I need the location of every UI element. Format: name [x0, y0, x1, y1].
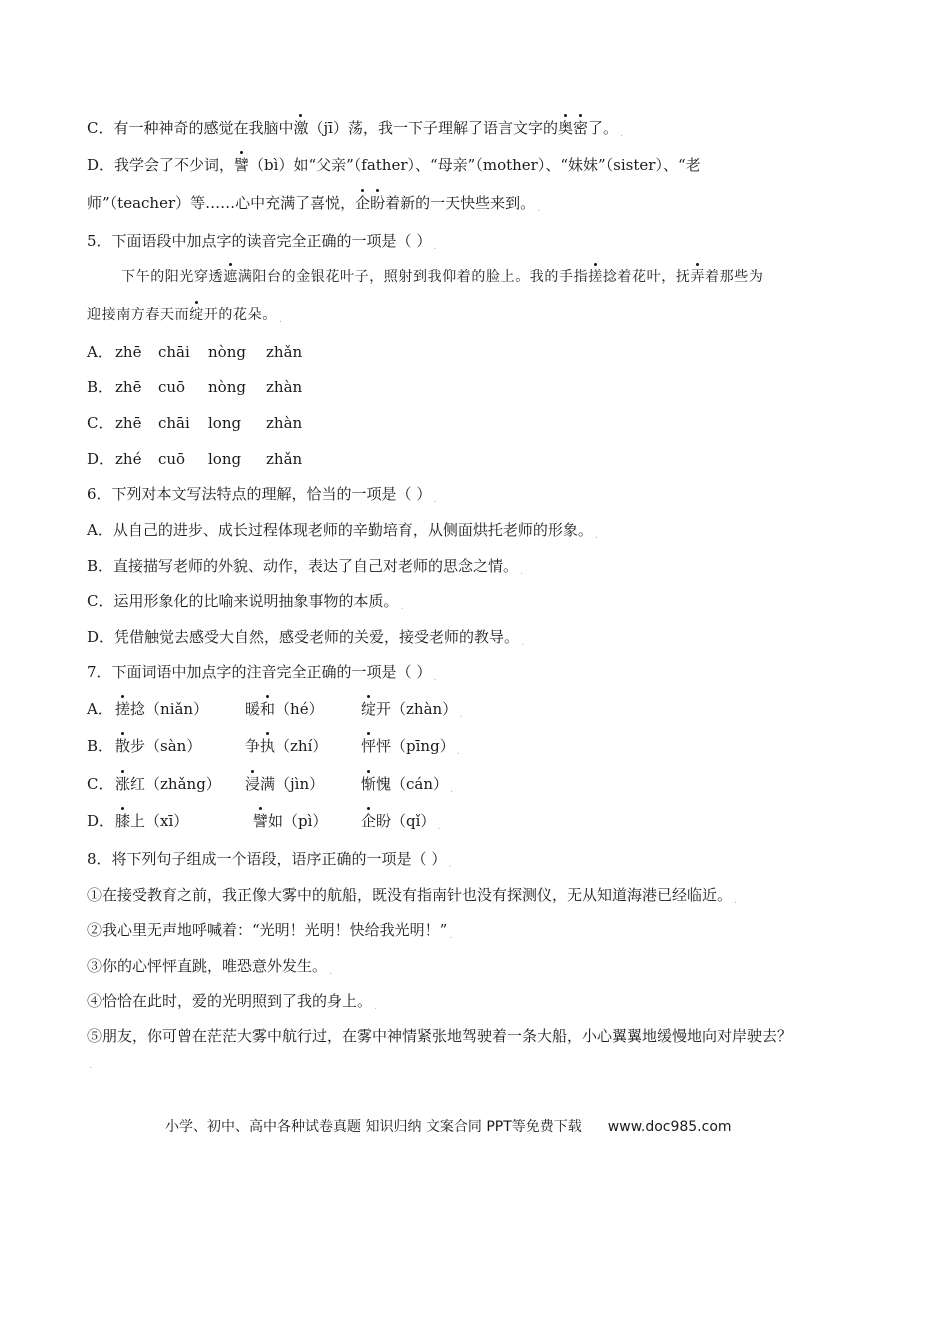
footer-url: www.doc985.com: [607, 1119, 732, 1135]
q5-option: B． zhē cuō nòng zhàn: [87, 378, 303, 396]
q7-option: D．膝上（xī） 譬如（pì） 企盼（qǐ） $_.$: [87, 812, 441, 832]
q5-option: D．zhé cuō long zhǎn: [87, 450, 303, 468]
q7-option: C． 涨红（zhǎng） 浸满（jìn） 惭愧（cán） $_.$: [87, 775, 454, 795]
q4-option-d-cont: 师”（teacher）等……心中充满了喜悦，企盼着新的一天快些来到。 $_.$: [87, 194, 541, 214]
q5-stem: 5．下面语段中加点字的读音完全正确的一项是（ ） $_.$: [87, 232, 437, 252]
q7-option: A． 搓捻（niǎn） 暖和（hé） 绽开（zhàn） $_.$: [87, 700, 463, 720]
q4-option-c: C．有一种神奇的感觉在我脑中激（jī）荡，我一下子理解了语言文字的奥密了。 $_.$: [87, 119, 624, 139]
q6-option: D．凭借触觉去感受大自然，感受老师的关爱，接受老师的教导。 $_.$: [87, 628, 525, 648]
q6-stem: 6．下列对本文写法特点的理解，恰当的一项是（ ） $_.$: [87, 485, 437, 505]
q5-option: A． zhē chāi nòng zhǎn: [87, 343, 303, 361]
q8-stem: 8．将下列句子组成一个语段，语序正确的一项是（ ） $_.$: [87, 850, 452, 870]
q7-stem: 7．下面词语中加点字的注音完全正确的一项是（ ） $_.$: [87, 663, 437, 683]
q8-sentence: ⑤朋友，你可曾在茫茫大雾中航行过，在雾中神情紧张地驾驶着一条大船，小心翼翼地缓慢地向对岸驶去？: [87, 1027, 793, 1045]
q7-option: B． 散步（sàn） 争执（zhí） 怦怦（pīng） $_.$: [87, 737, 460, 757]
q8-sentence: ④恰恰在此时，爱的光明照到了我的身上。 $_.$: [87, 992, 378, 1012]
page-footer: [165, 1116, 732, 1136]
q4-option-d: D．我学会了不少词，譬（bì）如“父亲”（father）、“母亲”（mother）、“妹妹”（sister）、“老: [87, 156, 701, 174]
q5-passage-cont: 迎接南方春天而绽开的花朵。 $_.$: [87, 307, 283, 325]
q6-option: C．运用形象化的比喻来说明抽象事物的本质。 $_.$: [87, 592, 404, 612]
paragraph-mark: .: [89, 1060, 93, 1071]
q6-option: B．直接描写老师的外貌、动作，表达了自己对老师的思念之情。 $_.$: [87, 557, 524, 577]
q6-option: A．从自己的进步、成长过程体现老师的辛勤培育，从侧面烘托老师的形象。 $_.$: [87, 521, 599, 541]
q5-passage: 下午的阳光穿透遮满阳台的金银花叶子，照射到我仰着的脸上。我的手指搓捻着花叶，抚弄着那些为: [121, 269, 764, 285]
q8-sentence: ②我心里无声地呼喊着：“光明！光明！快给我光明！” $_.$: [87, 921, 453, 941]
q5-option: C． zhē chāi long zhàn: [87, 414, 303, 432]
q8-sentence: ③你的心怦怦直跳，唯恐意外发生。 $_.$: [87, 957, 333, 977]
q8-sentence: ①在接受教育之前，我正像大雾中的航船，既没有指南针也没有探测仪，无从知道海港已经临近。 $_.$: [87, 886, 738, 906]
footer-text: 小学、初中、高中各种试卷真题 知识归纳 文案合同 PPT等免费下载: [165, 1119, 582, 1135]
